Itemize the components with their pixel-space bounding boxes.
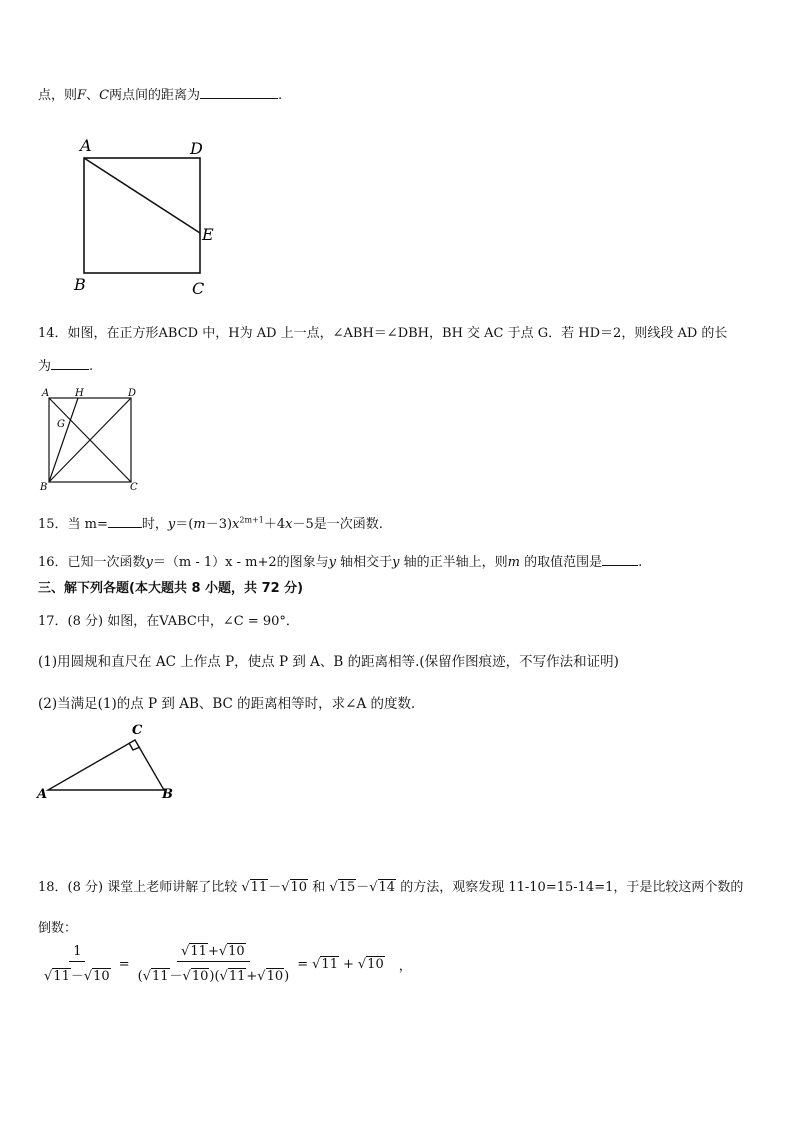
fraction-reciprocal: $\frac{1}{√11-√10}$ <box>44 944 110 984</box>
answer-blank[interactable] <box>602 553 638 566</box>
q14-line2: 为 . <box>38 359 94 374</box>
sqrt-10: √10 <box>281 880 308 895</box>
label-e: E <box>202 225 214 244</box>
q18-line2: 倒数： <box>38 921 78 936</box>
segment-ae <box>84 158 200 233</box>
label-b: B <box>162 787 173 802</box>
label-d: D <box>128 388 137 399</box>
segment-bh <box>49 398 78 482</box>
triangle-abc <box>48 740 164 790</box>
sqrt-14: √14 <box>369 880 396 895</box>
label-g: G <box>57 419 65 430</box>
label-b: B <box>74 275 86 294</box>
q18-formula: $\frac{1}{√11-√10}$ = $\frac{√11+√10}{(√11-√10)(√11+√10)}$ = √11 + √10 ， <box>40 944 412 984</box>
q17-triangle-figure <box>34 720 184 802</box>
q17-part2: (2)当满足(1)的点 P 到 AB、BC 的距离相等时，求∠A 的度数． <box>38 696 425 712</box>
q13-square-figure <box>70 136 230 298</box>
q14-line1: 14．如图，在正方形ABCD 中，H为 AD 上一点，∠ABH＝∠DBH，BH 交 AC 于点 G．若 HD＝2，则线段 AD 的长 <box>38 326 728 341</box>
answer-blank[interactable] <box>108 515 142 528</box>
q18-stem: 18．(8 分) 课堂上老师讲解了比较 √11－√10 和 √15－√14 的方法，观察发现 11-10=15-14=1，于是比较这两个数的 <box>38 880 744 895</box>
sqrt-15: √15 <box>329 880 356 895</box>
square-abcd <box>84 158 200 273</box>
section-heading: 三、解下列各题(本大题共 8 小题，共 72 分) <box>38 581 304 596</box>
fraction-rationalized: $\frac{√11+√10}{(√11-√10)(√11+√10)}$ <box>137 944 290 984</box>
q14-square-figure <box>38 386 148 494</box>
sqrt-11: √11 <box>241 880 268 895</box>
answer-blank[interactable] <box>200 86 278 99</box>
q13-answer-line: 点，则F、C两点间的距离为 . <box>38 88 283 103</box>
label-h: H <box>75 388 84 399</box>
answer-blank[interactable] <box>51 357 89 370</box>
label-c: C <box>130 482 138 493</box>
label-c: C <box>192 279 205 298</box>
q16-line: 16．已知一次函数y＝（m - 1）x - m+2的图象与y 轴相交于y 轴的正半轴上，则m 的取值范围是 . <box>38 555 643 570</box>
label-a: A <box>80 136 92 155</box>
q15-line: 15．当 m= 时，$y=(m-3)x^{2m+1}+4x-5$是一次函数. <box>38 515 383 532</box>
label-b: B <box>40 482 48 493</box>
q17-stem: 17．(8 分) 如图，在VABC中，∠C = 90°． <box>38 614 299 629</box>
label-a: A <box>37 787 48 802</box>
label-a: A <box>42 388 50 399</box>
label-c: C <box>132 723 143 738</box>
q17-part1: (1)用圆规和直尺在 AC 上作点 P，使点 P 到 A、B 的距离相等.(保留作图痕迹，不写作法和证明) <box>38 654 619 670</box>
label-d: D <box>190 139 203 158</box>
